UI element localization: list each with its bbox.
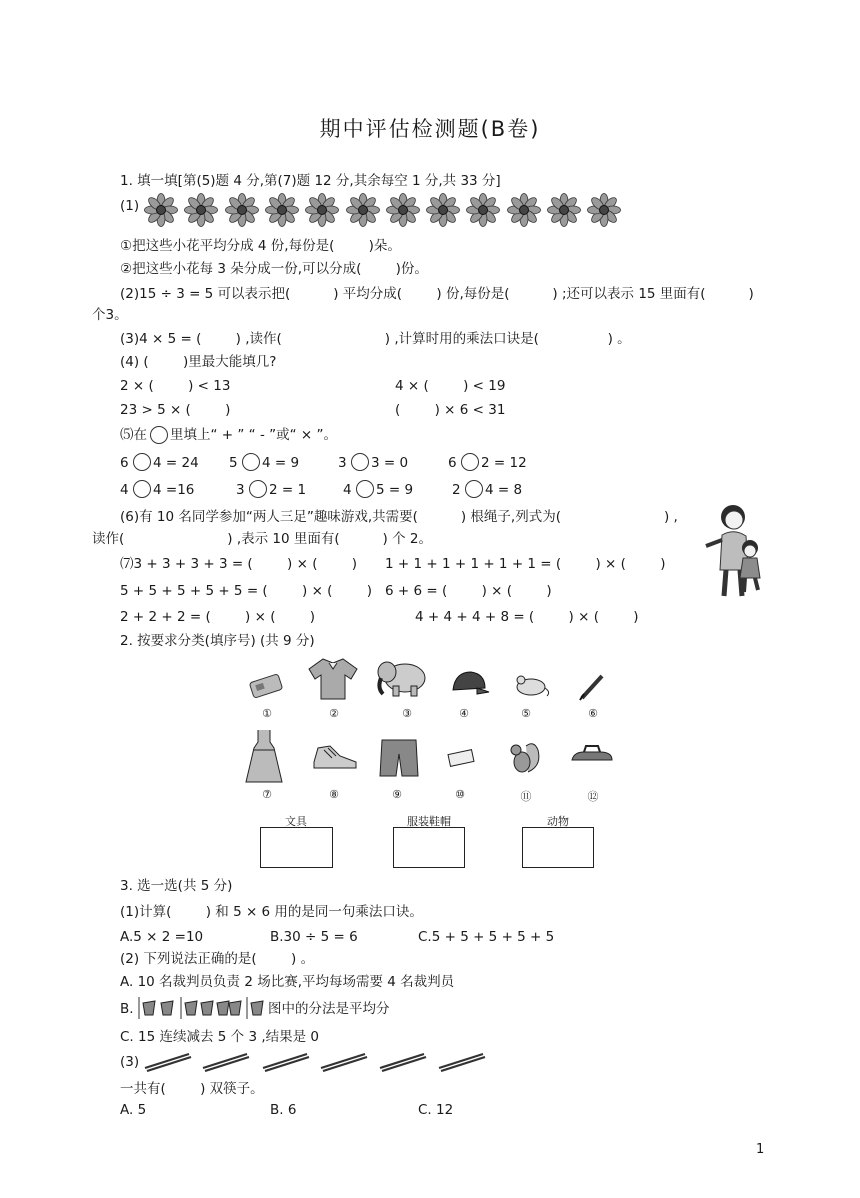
p5-item: 4 = 8 <box>485 482 523 498</box>
q1-p7-d: 6 + 6 = ( ) × ( ) <box>385 583 552 599</box>
p5-item: 4 <box>120 482 129 498</box>
q3-p2-b-pre: B. <box>120 1001 134 1017</box>
item-number: ④ <box>459 707 469 720</box>
flower-icon <box>144 193 178 227</box>
operator-circle[interactable] <box>461 453 479 471</box>
p5-item: 4 <box>343 482 352 498</box>
flower-icon <box>466 193 500 227</box>
item-number: ⑧ <box>329 788 339 801</box>
shorts-icon <box>378 736 420 780</box>
q1-p3: (3)4 × 5 = ( ) ,读作( ) ,计算时用的乘法口诀是( ) 。 <box>120 331 631 347</box>
operator-circle[interactable] <box>133 453 151 471</box>
box-label-animals: 动物 <box>547 815 569 828</box>
q1-p2-line1: (2)15 ÷ 3 = 5 可以表示把( ) 平均分成( ) 份,每份是( ) ;还可以表示 15 里面有( ) <box>120 286 754 302</box>
clothing-answer-box[interactable] <box>393 827 465 868</box>
q1-p4-a: 2 × ( ) < 13 <box>120 378 231 394</box>
item-number: ⑩ <box>455 788 465 801</box>
page-title: 期中评估检测题(B卷) <box>319 117 541 141</box>
operator-circle[interactable] <box>150 426 168 444</box>
mouse-icon <box>511 672 551 698</box>
q1-p1-b: ②把这些小花每 3 朵分成一份,可以分成( )份。 <box>120 261 428 277</box>
q3-p1-option-c: C.5 + 5 + 5 + 5 + 5 <box>418 929 555 945</box>
shirt-icon <box>307 655 359 703</box>
flower-icon <box>426 193 460 227</box>
q3-p1: (1)计算( ) 和 5 × 6 用的是同一句乘法口诀。 <box>120 904 423 920</box>
p5-item: 2 <box>452 482 461 498</box>
p5-item: 2 = 12 <box>481 455 527 471</box>
q3-p2-c: C. 15 连续减去 5 个 3 ,结果是 0 <box>120 1029 319 1045</box>
operator-circle[interactable] <box>351 453 369 471</box>
q1-p7-c: 5 + 5 + 5 + 5 + 5 = ( ) × ( ) <box>120 583 373 599</box>
box-label-stationery: 文具 <box>285 815 307 828</box>
flower-icon <box>225 193 259 227</box>
pencil-case-icon <box>247 670 285 702</box>
flower-icon <box>507 193 541 227</box>
animals-answer-box[interactable] <box>522 827 594 868</box>
operator-circle[interactable] <box>249 480 267 498</box>
q1-p1-a: ①把这些小花平均分成 4 份,每份是( )朵。 <box>120 238 401 254</box>
flower-icon <box>184 193 218 227</box>
squirrel-icon <box>506 738 544 776</box>
sandal-icon <box>570 742 614 768</box>
q3-p3-text: 一共有( ) 双筷子。 <box>120 1081 264 1097</box>
q3-p3-option-b: B. 6 <box>270 1102 297 1118</box>
p5-item: 3 <box>236 482 245 498</box>
item-number: ② <box>329 707 339 720</box>
sneaker-icon <box>310 740 360 774</box>
q1-p7-b: 1 + 1 + 1 + 1 + 1 + 1 = ( ) × ( ) <box>385 556 666 572</box>
q3-p3-option-a: A. 5 <box>120 1102 147 1118</box>
p5-item: 3 <box>338 455 347 471</box>
chopsticks-illustration <box>143 1048 493 1072</box>
operator-circle[interactable] <box>133 480 151 498</box>
q2-header: 2. 按要求分类(填序号) (共 9 分) <box>120 633 315 649</box>
p5-item: 6 <box>448 455 457 471</box>
q1-p7-a: ⑺3 + 3 + 3 + 3 = ( ) × ( ) <box>120 556 358 572</box>
mother-child-illustration <box>700 500 780 600</box>
item-number: ⑤ <box>521 707 531 720</box>
q1-p6-line1: (6)有 10 名同学参加“两人三足”趣味游戏,共需要( ) 根绳子,列式为( ) , <box>120 509 678 525</box>
q3-p2: (2) 下列说法正确的是( ) 。 <box>120 951 315 967</box>
q1-p4-b: 4 × ( ) < 19 <box>395 378 506 394</box>
flower-icon <box>386 193 420 227</box>
item-number: ⑦ <box>262 788 272 801</box>
q1-p7-f: 4 + 4 + 4 + 8 = ( ) × ( ) <box>415 609 639 625</box>
q3-p2-a: A. 10 名裁判员负责 2 场比赛,平均每场需要 4 名裁判员 <box>120 974 455 990</box>
q1-p4-label: (4) ( )里最大能填几? <box>120 354 277 370</box>
box-label-clothing: 服装鞋帽 <box>407 815 451 828</box>
q3-header: 3. 选一选(共 5 分) <box>120 878 233 894</box>
p5-item: 6 <box>120 455 129 471</box>
q1-p5-pre: ⑸在 <box>120 427 147 443</box>
p5-item: 3 = 0 <box>371 455 409 471</box>
item-number: ⑫ <box>587 790 599 803</box>
flower-icon <box>305 193 339 227</box>
flower-icon <box>547 193 581 227</box>
pencil-icon <box>578 672 608 702</box>
q1-p1-label: (1) <box>120 198 140 214</box>
q1-p7-e: 2 + 2 + 2 = ( ) × ( ) <box>120 609 316 625</box>
cap-icon <box>447 668 491 700</box>
q3-p2-b-post: 图中的分法是平均分 <box>268 1001 390 1017</box>
elephant-icon <box>375 654 431 700</box>
cups-grouping-illustration <box>137 995 267 1021</box>
p5-item: 4 =16 <box>153 482 195 498</box>
page-number: 1 <box>756 1142 765 1157</box>
p5-item: 2 = 1 <box>269 482 307 498</box>
q3-p3-label: (3) <box>120 1054 140 1070</box>
p5-item: 4 = 9 <box>262 455 300 471</box>
p5-item: 5 <box>229 455 238 471</box>
q1-p4-d: ( ) × 6 < 31 <box>395 402 506 418</box>
item-number: ⑨ <box>392 788 402 801</box>
q1-p4-c: 23 > 5 × ( ) <box>120 402 231 418</box>
q3-p1-option-a: A.5 × 2 =10 <box>120 929 204 945</box>
p5-item: 4 = 24 <box>153 455 199 471</box>
operator-circle[interactable] <box>356 480 374 498</box>
p5-item: 5 = 9 <box>376 482 414 498</box>
eraser-icon <box>447 748 475 768</box>
item-number: ① <box>262 707 272 720</box>
item-number: ⑥ <box>588 707 598 720</box>
operator-circle[interactable] <box>242 453 260 471</box>
q1-p2-line2: 个3。 <box>92 307 128 323</box>
item-number: ③ <box>402 707 412 720</box>
flower-icon <box>265 193 299 227</box>
operator-circle[interactable] <box>465 480 483 498</box>
dress-icon <box>244 728 284 786</box>
item-number: ⑪ <box>520 790 532 803</box>
flower-icon <box>346 193 380 227</box>
q1-p6-line2: 读作( ) ,表示 10 里面有( ) 个 2。 <box>92 531 432 547</box>
q1-header: 1. 填一填[第(5)题 4 分,第(7)题 12 分,其余每空 1 分,共 33 分] <box>120 173 501 189</box>
flower-icon <box>587 193 621 227</box>
q1-p5-post: 里填上“ + ” “ - ”或“ × ”。 <box>170 427 337 443</box>
stationery-answer-box[interactable] <box>260 827 333 868</box>
q3-p1-option-b: B.30 ÷ 5 = 6 <box>270 929 358 945</box>
q3-p3-option-c: C. 12 <box>418 1102 454 1118</box>
